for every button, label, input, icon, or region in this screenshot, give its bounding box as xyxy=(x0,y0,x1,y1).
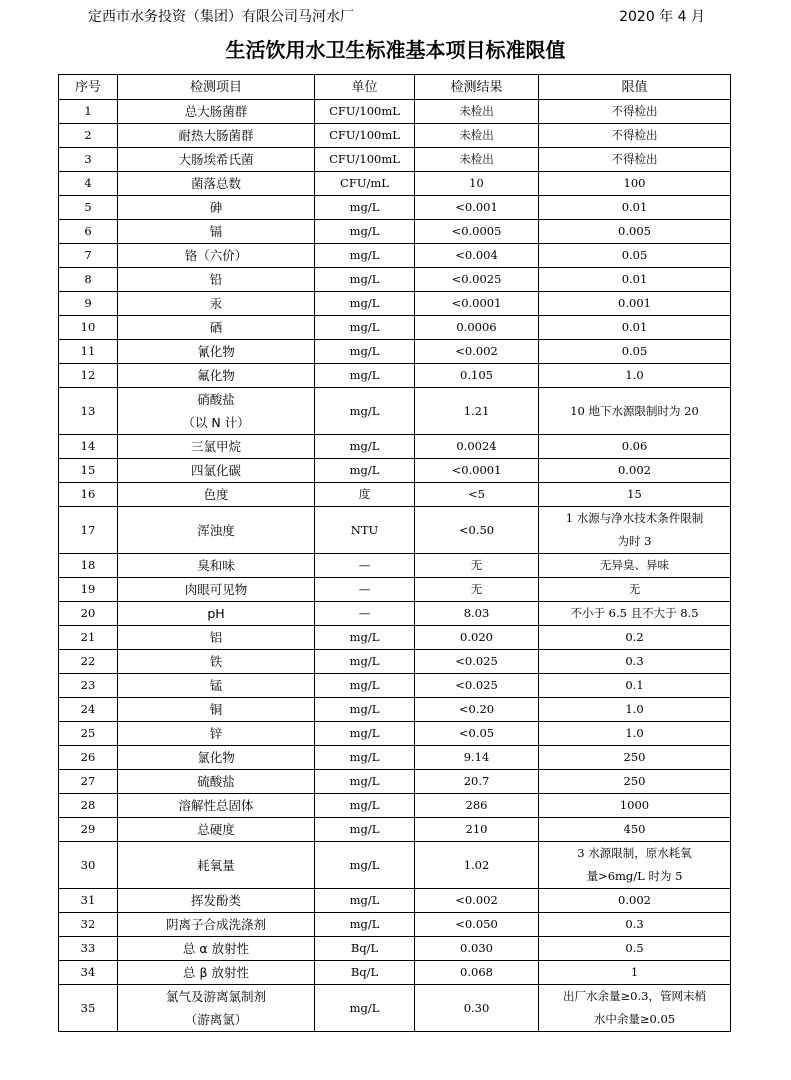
cell-limit-line: 0.05 xyxy=(621,344,648,358)
cell-item xyxy=(118,340,315,364)
cell-item xyxy=(118,698,315,722)
table-row xyxy=(59,650,731,674)
cell-no: 33 xyxy=(59,937,118,961)
cell-item xyxy=(118,124,315,148)
table-row xyxy=(59,507,731,554)
cell-no: 20 xyxy=(59,602,118,626)
cell-item xyxy=(118,459,315,483)
cell-unit: mg/L xyxy=(315,913,415,937)
cell-item-line: 四氯化碳 xyxy=(190,463,241,478)
table-row xyxy=(59,698,731,722)
cell-result: <0.50 xyxy=(415,507,539,554)
cell-limit-line: 无 xyxy=(628,582,641,596)
cell-result: <0.002 xyxy=(415,340,539,364)
cell-no: 26 xyxy=(59,746,118,770)
cell-no: 22 xyxy=(59,650,118,674)
cell-result: 未检出 xyxy=(415,100,539,124)
table-row xyxy=(59,961,731,985)
cell-item-line: 总 β 放射性 xyxy=(183,965,249,980)
cell-limit xyxy=(539,889,731,913)
cell-unit: CFU/100mL xyxy=(315,124,415,148)
cell-limit-line: 1 xyxy=(630,965,639,979)
cell-unit: mg/L xyxy=(315,196,415,220)
cell-item xyxy=(118,937,315,961)
cell-limit-line: 不得检出 xyxy=(611,104,658,118)
report-date: 2020 年 4 月 xyxy=(619,9,705,25)
cell-result: 286 xyxy=(415,794,539,818)
cell-limit xyxy=(539,674,731,698)
page-header xyxy=(88,6,705,26)
cell-no: 14 xyxy=(59,435,118,459)
cell-limit xyxy=(539,602,731,626)
cell-no: 18 xyxy=(59,554,118,578)
cell-item xyxy=(118,650,315,674)
cell-item xyxy=(118,316,315,340)
cell-unit: mg/L xyxy=(315,244,415,268)
cell-result: <5 xyxy=(415,483,539,507)
cell-result: 1.02 xyxy=(415,842,539,889)
cell-unit: mg/L xyxy=(315,722,415,746)
cell-result: <0.0025 xyxy=(415,268,539,292)
cell-limit xyxy=(539,483,731,507)
cell-unit: 度 xyxy=(315,483,415,507)
cell-limit xyxy=(539,650,731,674)
cell-limit xyxy=(539,985,731,1032)
cell-item xyxy=(118,196,315,220)
cell-item-line: 总硬度 xyxy=(197,822,235,837)
cell-limit xyxy=(539,937,731,961)
cell-result: <0.001 xyxy=(415,196,539,220)
cell-unit: mg/L xyxy=(315,459,415,483)
cell-no: 8 xyxy=(59,268,118,292)
cell-result: 无 xyxy=(415,554,539,578)
cell-no: 11 xyxy=(59,340,118,364)
cell-item xyxy=(118,364,315,388)
cell-no: 32 xyxy=(59,913,118,937)
cell-no: 12 xyxy=(59,364,118,388)
cell-no: 34 xyxy=(59,961,118,985)
cell-limit xyxy=(539,364,731,388)
cell-unit: mg/L xyxy=(315,698,415,722)
cell-no: 19 xyxy=(59,578,118,602)
cell-result: 8.03 xyxy=(415,602,539,626)
cell-limit xyxy=(539,388,731,435)
cell-result: 未检出 xyxy=(415,148,539,172)
cell-limit-line: 无异臭、异味 xyxy=(600,558,669,572)
cell-limit-line: 水中余量≥0.05 xyxy=(593,1012,676,1026)
page-title: 生活饮用水卫生标准基本项目标准限值 xyxy=(225,38,566,62)
table-row xyxy=(59,292,731,316)
cell-item-line: 硝酸盐 xyxy=(197,392,235,407)
cell-item-line: 氟化物 xyxy=(197,368,235,383)
table-row xyxy=(59,364,731,388)
cell-no: 31 xyxy=(59,889,118,913)
table-row xyxy=(59,483,731,507)
cell-item-line: 铅 xyxy=(209,272,223,287)
cell-limit-line: 0.001 xyxy=(618,296,651,310)
cell-item xyxy=(118,172,315,196)
cell-limit-line: 0.01 xyxy=(621,320,648,334)
cell-unit: mg/L xyxy=(315,220,415,244)
table-row xyxy=(59,937,731,961)
cell-item-line: 臭和味 xyxy=(197,558,235,573)
table-row xyxy=(59,244,731,268)
cell-item-line: 铝 xyxy=(209,630,223,645)
cell-no: 25 xyxy=(59,722,118,746)
table-row xyxy=(59,578,731,602)
cell-no: 7 xyxy=(59,244,118,268)
cell-no: 1 xyxy=(59,100,118,124)
cell-result: 0.105 xyxy=(415,364,539,388)
cell-limit xyxy=(539,961,731,985)
cell-limit xyxy=(539,794,731,818)
cell-limit-line: 1.0 xyxy=(625,368,644,382)
cell-unit: mg/L xyxy=(315,818,415,842)
cell-limit-line: 15 xyxy=(627,487,642,501)
cell-item xyxy=(118,985,315,1032)
cell-item xyxy=(118,794,315,818)
cell-unit: mg/L xyxy=(315,268,415,292)
cell-unit: CFU/100mL xyxy=(315,100,415,124)
table-header-row xyxy=(59,75,731,100)
cell-no: 2 xyxy=(59,124,118,148)
cell-limit xyxy=(539,554,731,578)
cell-item-line: 硫酸盐 xyxy=(197,774,235,789)
cell-no: 13 xyxy=(59,388,118,435)
cell-no: 28 xyxy=(59,794,118,818)
cell-limit xyxy=(539,698,731,722)
table-row xyxy=(59,316,731,340)
cell-item xyxy=(118,842,315,889)
cell-limit-line: 0.01 xyxy=(621,272,648,286)
cell-limit-line: 不小于 6.5 且不大于 8.5 xyxy=(570,606,699,620)
cell-limit xyxy=(539,340,731,364)
cell-result: <0.050 xyxy=(415,913,539,937)
cell-limit-line: 不得检出 xyxy=(611,152,658,166)
cell-item-line: 溶解性总固体 xyxy=(178,798,254,813)
cell-no: 10 xyxy=(59,316,118,340)
cell-item-line: 色度 xyxy=(203,487,229,502)
cell-item xyxy=(118,746,315,770)
cell-limit-line: 450 xyxy=(623,822,646,836)
cell-unit: mg/L xyxy=(315,674,415,698)
cell-result: 0.0024 xyxy=(415,435,539,459)
cell-limit-line: 为时 3 xyxy=(617,534,652,548)
cell-limit xyxy=(539,722,731,746)
cell-unit: — xyxy=(315,554,415,578)
cell-no: 35 xyxy=(59,985,118,1032)
cell-result: 210 xyxy=(415,818,539,842)
cell-item xyxy=(118,148,315,172)
cell-no: 3 xyxy=(59,148,118,172)
cell-item-line: 硒 xyxy=(209,320,223,335)
table-row xyxy=(59,913,731,937)
cell-item-line: 菌落总数 xyxy=(190,176,241,191)
cell-item-line: 挥发酚类 xyxy=(190,893,241,908)
table-row xyxy=(59,842,731,889)
cell-result: <0.20 xyxy=(415,698,539,722)
cell-no: 15 xyxy=(59,459,118,483)
cell-result: <0.0001 xyxy=(415,292,539,316)
cell-no: 29 xyxy=(59,818,118,842)
cell-item xyxy=(118,244,315,268)
cell-limit-line: 0.05 xyxy=(621,248,648,262)
cell-unit: mg/L xyxy=(315,340,415,364)
cell-item xyxy=(118,674,315,698)
cell-limit xyxy=(539,435,731,459)
cell-no: 30 xyxy=(59,842,118,889)
cell-item-line: 耐热大肠菌群 xyxy=(178,128,254,143)
table-row xyxy=(59,770,731,794)
cell-item xyxy=(118,554,315,578)
cell-limit-line: 0.002 xyxy=(618,893,651,907)
cell-result: 未检出 xyxy=(415,124,539,148)
cell-no: 17 xyxy=(59,507,118,554)
cell-unit: — xyxy=(315,578,415,602)
cell-item xyxy=(118,961,315,985)
organization-name: 定西市水务投资（集团）有限公司马河水厂 xyxy=(88,9,354,25)
cell-unit: mg/L xyxy=(315,435,415,459)
cell-unit: mg/L xyxy=(315,364,415,388)
cell-result: <0.0005 xyxy=(415,220,539,244)
cell-limit xyxy=(539,124,731,148)
cell-limit xyxy=(539,770,731,794)
cell-item-line: 铜 xyxy=(209,702,223,717)
table-row xyxy=(59,435,731,459)
cell-limit-line: 250 xyxy=(623,750,646,764)
cell-result: <0.002 xyxy=(415,889,539,913)
cell-unit: mg/L xyxy=(315,388,415,435)
column-header-item: 检测项目 xyxy=(118,75,315,100)
cell-item-line: 砷 xyxy=(209,200,223,215)
cell-item-line: 锰 xyxy=(209,678,223,693)
cell-unit: mg/L xyxy=(315,626,415,650)
cell-item xyxy=(118,602,315,626)
cell-limit xyxy=(539,244,731,268)
cell-limit xyxy=(539,172,731,196)
cell-item xyxy=(118,722,315,746)
cell-item xyxy=(118,220,315,244)
cell-item-line: （以 N 计） xyxy=(182,415,250,430)
cell-item-line: 总 α 放射性 xyxy=(182,941,250,956)
cell-item xyxy=(118,435,315,459)
table-row xyxy=(59,889,731,913)
cell-limit-line: 10 地下水源限制时为 20 xyxy=(570,403,699,418)
table-body xyxy=(59,100,731,1032)
cell-result: 0.068 xyxy=(415,961,539,985)
table-row xyxy=(59,124,731,148)
cell-limit-line: 0.3 xyxy=(625,654,644,668)
cell-limit xyxy=(539,626,731,650)
cell-result: 无 xyxy=(415,578,539,602)
cell-unit: mg/L xyxy=(315,842,415,889)
cell-limit xyxy=(539,316,731,340)
cell-limit-line: 0.002 xyxy=(618,463,651,477)
cell-item-line: 氯气及游离氯制剂 xyxy=(165,989,266,1004)
cell-result: <0.025 xyxy=(415,650,539,674)
cell-result: <0.05 xyxy=(415,722,539,746)
cell-item xyxy=(118,268,315,292)
table-row xyxy=(59,148,731,172)
cell-item-line: 大肠埃希氏菌 xyxy=(178,152,254,167)
cell-result: 10 xyxy=(415,172,539,196)
column-header-limit: 限值 xyxy=(539,75,731,100)
cell-no: 9 xyxy=(59,292,118,316)
cell-limit xyxy=(539,220,731,244)
table-row xyxy=(59,985,731,1032)
cell-item-line: pH xyxy=(207,606,225,621)
table-row xyxy=(59,674,731,698)
standards-table xyxy=(58,74,731,1032)
cell-no: 5 xyxy=(59,196,118,220)
cell-item-line: 肉眼可见物 xyxy=(184,582,248,597)
cell-item xyxy=(118,292,315,316)
cell-unit: mg/L xyxy=(315,292,415,316)
table-row xyxy=(59,196,731,220)
cell-no: 4 xyxy=(59,172,118,196)
cell-no: 21 xyxy=(59,626,118,650)
cell-no: 27 xyxy=(59,770,118,794)
cell-limit-line: 1.0 xyxy=(625,702,644,716)
cell-unit: mg/L xyxy=(315,650,415,674)
cell-limit xyxy=(539,913,731,937)
cell-result: 20.7 xyxy=(415,770,539,794)
cell-limit-line: 3 水源限制，原水耗氧 xyxy=(577,846,692,860)
cell-limit xyxy=(539,842,731,889)
cell-limit xyxy=(539,578,731,602)
cell-limit-line: 0.01 xyxy=(621,200,648,214)
cell-item-line: 氯化物 xyxy=(197,750,235,765)
cell-item xyxy=(118,388,315,435)
cell-item-line: 阴离子合成洗涤剂 xyxy=(165,917,266,932)
cell-item xyxy=(118,578,315,602)
cell-item xyxy=(118,889,315,913)
cell-limit-line: 出厂水余量≥0.3，管网末梢 xyxy=(563,989,706,1003)
column-header-result: 检测结果 xyxy=(415,75,539,100)
cell-result: <0.004 xyxy=(415,244,539,268)
cell-limit xyxy=(539,100,731,124)
cell-limit-line: 0.3 xyxy=(625,917,644,931)
cell-item-line: 铬（六价） xyxy=(184,248,248,263)
cell-limit-line: 100 xyxy=(623,176,646,190)
table-row xyxy=(59,340,731,364)
cell-result: 0.30 xyxy=(415,985,539,1032)
cell-unit: NTU xyxy=(315,507,415,554)
cell-limit xyxy=(539,746,731,770)
cell-no: 24 xyxy=(59,698,118,722)
cell-result: 0.020 xyxy=(415,626,539,650)
table-row xyxy=(59,818,731,842)
cell-item xyxy=(118,770,315,794)
table-row xyxy=(59,100,731,124)
table-row xyxy=(59,794,731,818)
table-row xyxy=(59,554,731,578)
cell-item xyxy=(118,100,315,124)
cell-result: <0.0001 xyxy=(415,459,539,483)
cell-result: 9.14 xyxy=(415,746,539,770)
cell-unit: CFU/mL xyxy=(315,172,415,196)
cell-item-line: 三氯甲烷 xyxy=(190,439,241,454)
cell-unit: CFU/100mL xyxy=(315,148,415,172)
cell-no: 6 xyxy=(59,220,118,244)
cell-limit-line: 1000 xyxy=(619,798,650,812)
cell-limit-line: 量>6mg/L 时为 5 xyxy=(586,869,683,883)
table-row xyxy=(59,172,731,196)
table-row xyxy=(59,268,731,292)
cell-unit: — xyxy=(315,602,415,626)
table-row xyxy=(59,626,731,650)
cell-limit xyxy=(539,196,731,220)
cell-limit-line: 0.005 xyxy=(618,224,651,238)
cell-limit-line: 0.5 xyxy=(625,941,644,955)
cell-unit: Bq/L xyxy=(315,937,415,961)
cell-unit: mg/L xyxy=(315,889,415,913)
cell-item xyxy=(118,507,315,554)
cell-limit-line: 0.2 xyxy=(625,630,644,644)
cell-item-line: 铁 xyxy=(209,654,223,669)
cell-item xyxy=(118,913,315,937)
cell-item-line: 镉 xyxy=(209,224,223,239)
cell-item-line: （游离氯） xyxy=(184,1012,248,1027)
cell-unit: mg/L xyxy=(315,985,415,1032)
cell-limit-line: 1.0 xyxy=(625,726,644,740)
cell-item xyxy=(118,483,315,507)
cell-result: 0.0006 xyxy=(415,316,539,340)
cell-limit xyxy=(539,268,731,292)
table-row xyxy=(59,602,731,626)
cell-limit-line: 250 xyxy=(623,774,646,788)
cell-limit-line: 0.1 xyxy=(625,678,644,692)
cell-no: 16 xyxy=(59,483,118,507)
table-row xyxy=(59,722,731,746)
cell-item-line: 汞 xyxy=(209,296,223,311)
cell-unit: mg/L xyxy=(315,316,415,340)
cell-no: 23 xyxy=(59,674,118,698)
cell-unit: mg/L xyxy=(315,770,415,794)
cell-item-line: 氰化物 xyxy=(197,344,235,359)
cell-unit: mg/L xyxy=(315,746,415,770)
cell-limit-line: 0.06 xyxy=(621,439,648,453)
cell-item xyxy=(118,818,315,842)
cell-result: 1.21 xyxy=(415,388,539,435)
table-row xyxy=(59,220,731,244)
cell-limit xyxy=(539,507,731,554)
cell-item-line: 耗氧量 xyxy=(197,857,235,873)
column-header-no: 序号 xyxy=(59,75,118,100)
cell-item-line: 浑浊度 xyxy=(197,522,235,538)
cell-result: 0.030 xyxy=(415,937,539,961)
table-row xyxy=(59,746,731,770)
cell-limit xyxy=(539,292,731,316)
cell-unit: mg/L xyxy=(315,794,415,818)
cell-item xyxy=(118,626,315,650)
cell-item-line: 总大肠菌群 xyxy=(184,104,248,119)
table-row xyxy=(59,459,731,483)
cell-limit-line: 不得检出 xyxy=(611,128,658,142)
table-row xyxy=(59,388,731,435)
cell-limit xyxy=(539,459,731,483)
cell-limit xyxy=(539,148,731,172)
column-header-unit: 单位 xyxy=(315,75,415,100)
cell-limit-line: 1 水源与净水技术条件限制 xyxy=(565,511,704,525)
cell-limit xyxy=(539,818,731,842)
cell-result: <0.025 xyxy=(415,674,539,698)
cell-item-line: 锌 xyxy=(209,726,223,741)
cell-unit: Bq/L xyxy=(315,961,415,985)
